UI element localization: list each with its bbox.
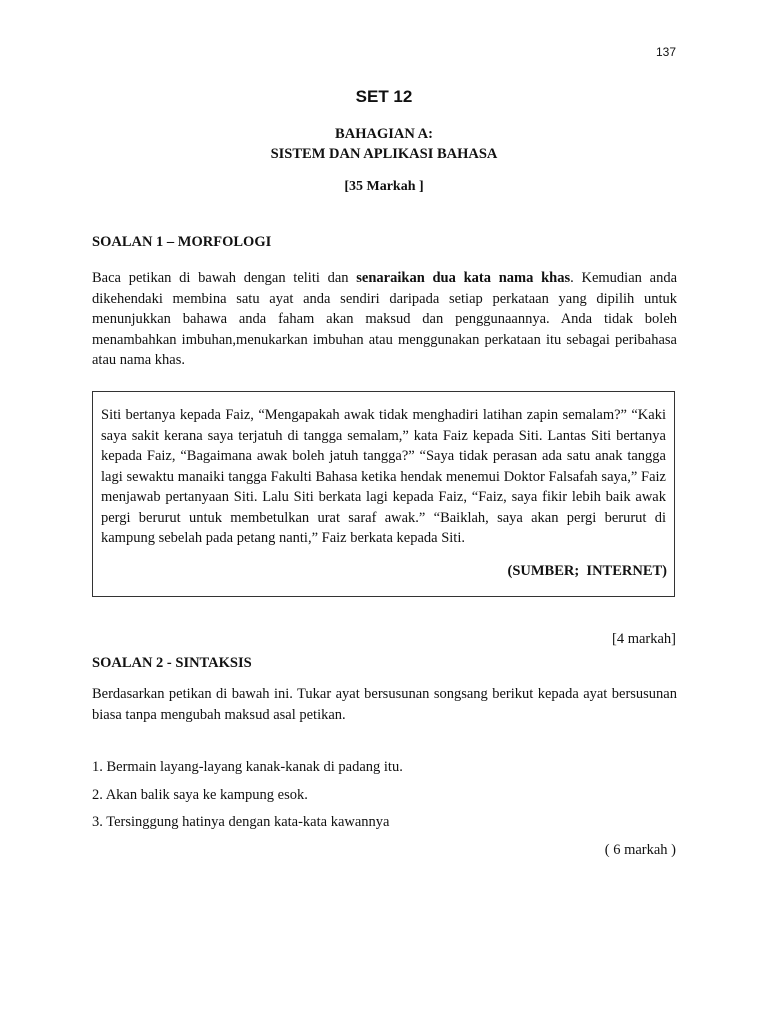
section-heading-line1: BAHAGIAN A: [335,126,433,142]
q1-title: SOALAN 1 – MORFOLOGI [92,234,272,250]
q2-item-3: 3. Tersinggung hatinya dengan kata-kata kawannya [92,814,390,830]
q1-passage-text: Siti bertanya kepada Faiz, “Mengapakah awak tidak menghadiri latihan zapin semalam?” “Kaki saya sakit kerana saya terjatuh di tangga semalam,” kata Faiz kepada Siti. Lantas Siti bertanya kepada Faiz, “Bagaimana awak boleh jatuh tangga?” “Saya tidak perasan ada satu anak tangga lagi sewaktu manaiki tangga Fakulti Bahasa ketika hendak menemui Doktor Falsafah saya,” Faiz menjawab pertanyaan Siti. Lalu Siti berkata lagi kepada Faiz, “Faiz, saya fikir lebih baik awak pergi berurut untuk membetulkan urat saraf awak.” “Baiklah, saya akan pergi berurut di kampung sebelah pada petang nanti,” Faiz berkata kepada Siti. [101,407,666,546]
q1-instruction [92,268,677,371]
q2-title: SOALAN 2 - SINTAKSIS [92,655,252,671]
section-heading [0,124,768,164]
q1-instruction-start: Baca petikan di bawah dengan teliti dan [92,270,357,286]
q1-instruction-emphasis: senaraikan dua kata nama khas [356,270,571,286]
q2-instruction: Berdasarkan petikan di bawah ini. Tukar ayat bersusunan songsang berikut kepada ayat bersusunan biasa tanpa mengubah maksud asal petikan. [92,686,677,723]
q1-passage-box [92,391,675,597]
section-total-marks: [35 Markah ] [344,179,424,194]
q2-item-2: 2. Akan balik saya ke kampung esok. [92,787,308,803]
q2-item-1: 1. Bermain layang-layang kanak-kanak di padang itu. [92,759,403,775]
page-number: 137 [655,45,676,59]
q1-marks: [4 markah] [611,631,676,647]
section-heading-line2: SISTEM DAN APLIKASI BAHASA [270,146,498,162]
q1-instruction-rest: . Kemudian anda dikehendaki membina satu ayat anda sendiri daripada setiap perkataan yang dipilih untuk menunjukkan bahawa anda faham akan maksud dan penggunaannya. Anda tidak boleh menambahkan imbuhan,menukarkan imbuhan atau menggunakan perkataan itu sebagai peribahasa atau nama khas. [92,270,677,368]
q2-marks: ( 6 markah ) [604,842,676,858]
set-title: SET 12 [355,87,413,106]
q1-passage-source: (SUMBER; INTERNET) [507,563,667,579]
